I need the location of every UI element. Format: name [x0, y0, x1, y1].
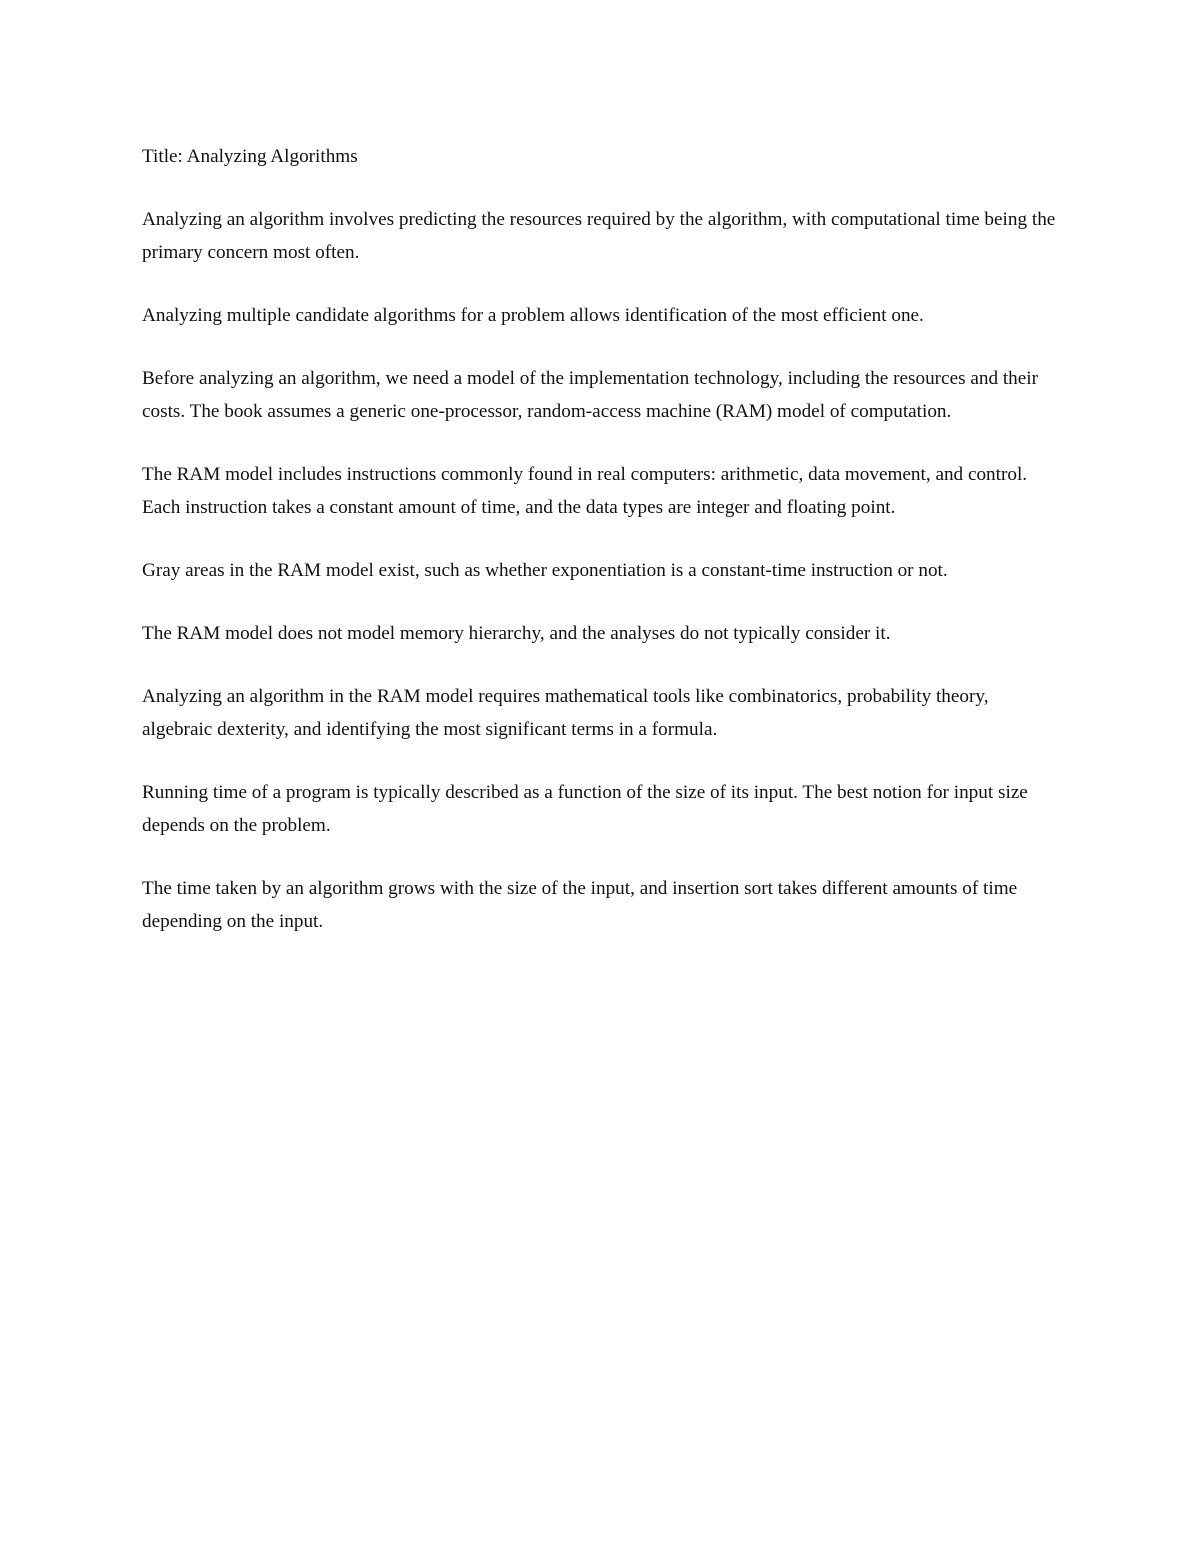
paragraph-input-size: The time taken by an algorithm grows with the size of the input, and insertion sort takes different amounts of time depending on the input. [142, 878, 1018, 932]
paragraph-model: Before analyzing an algorithm, we need a model of the implementation technology, including the resources and their costs. The book assumes a generic one-processor, random-access machine (RAM) model of computation. [142, 368, 1039, 422]
document-title: Title: Analyzing Algorithms [142, 146, 358, 167]
paragraph-memory-hierarchy: The RAM model does not model memory hierarchy, and the analyses do not typically consider it. [142, 623, 891, 644]
paragraph-running-time: Running time of a program is typically described as a function of the size of its input. The best notion for input size depends on the problem. [142, 782, 1028, 836]
document-body [142, 140, 1062, 968]
paragraph-math-tools: Analyzing an algorithm in the RAM model requires mathematical tools like combinatorics, probability theory, algebraic dexterity, and identifying the most significant terms in a formula. [142, 686, 989, 740]
paragraph-candidates: Analyzing multiple candidate algorithms for a problem allows identification of the most efficient one. [142, 305, 924, 326]
paragraph-gray-areas: Gray areas in the RAM model exist, such as whether exponentiation is a constant-time instruction or not. [142, 560, 948, 581]
paragraph-resources: Analyzing an algorithm involves predicting the resources required by the algorithm, with computational time being the primary concern most often. [142, 209, 1056, 263]
paragraph-ram-instructions: The RAM model includes instructions commonly found in real computers: arithmetic, data movement, and control. Each instruction takes a constant amount of time, and the data types are integer and floating point. [142, 464, 1028, 518]
